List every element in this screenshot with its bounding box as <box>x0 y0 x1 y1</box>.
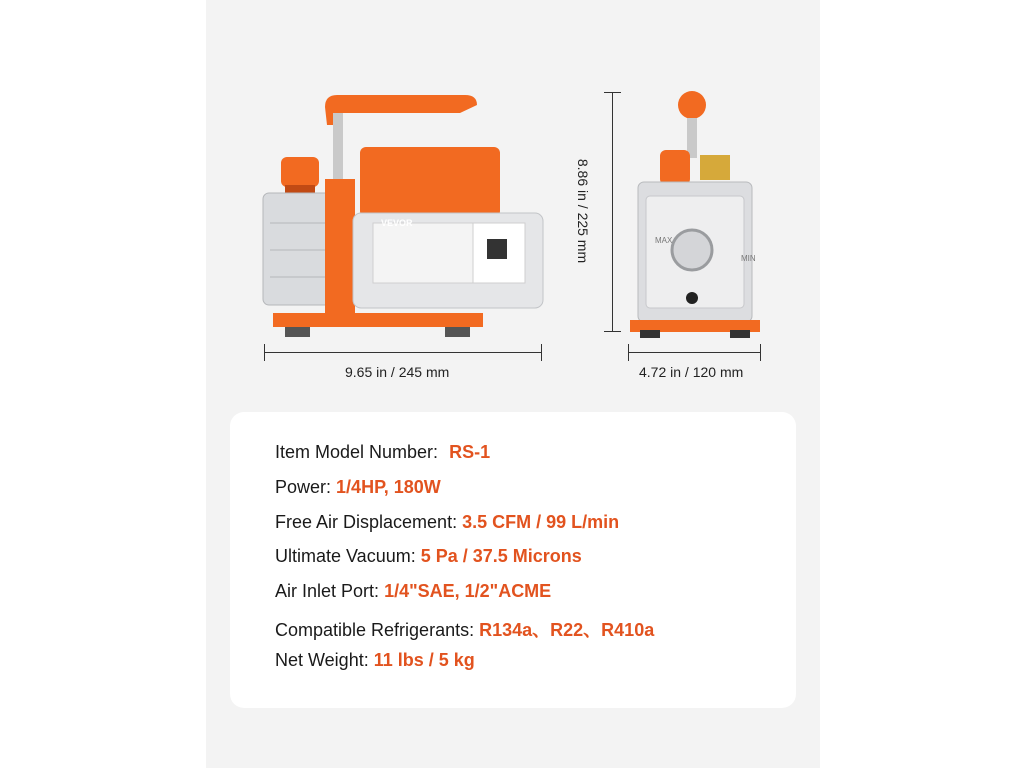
width-dimension-label: 9.65 in / 245 mm <box>345 364 450 380</box>
pump-side-view-image <box>630 90 760 340</box>
spec-row-power <box>275 477 441 498</box>
height-dimension-cap-top <box>604 92 621 93</box>
depth-dimension-cap-right <box>760 344 761 361</box>
pump-front-view-image <box>255 85 555 345</box>
spec-label: Free Air Displacement: <box>275 512 458 532</box>
spec-value: R134a、R22、R410a <box>479 620 655 640</box>
spec-label: Air Inlet Port: <box>275 581 380 601</box>
height-dimension-cap-bottom <box>604 331 621 332</box>
max-text: MAX <box>655 236 673 245</box>
width-dimension-cap-left <box>264 344 265 361</box>
spec-row-refrigerants <box>275 616 654 642</box>
width-dimension-line <box>264 352 542 353</box>
depth-dimension-cap-left <box>628 344 629 361</box>
spec-row-weight <box>275 650 475 671</box>
spec-row-vacuum <box>275 546 582 567</box>
depth-dimension-line <box>628 352 761 353</box>
spec-row-displacement <box>275 512 619 533</box>
specifications-card <box>230 412 796 708</box>
brand-text: VEVOR <box>381 218 413 228</box>
spec-row-model <box>275 442 490 463</box>
spec-value: 5 Pa / 37.5 Microns <box>420 546 582 566</box>
width-dimension-cap-right <box>541 344 542 361</box>
spec-label: Item Model Number: <box>275 442 439 462</box>
height-dimension-label: 8.86 in / 225 mm <box>575 158 592 264</box>
spec-value: 11 lbs / 5 kg <box>373 650 475 670</box>
spec-label: Power: <box>275 477 332 497</box>
spec-value: 1/4"SAE, 1/2"ACME <box>384 581 552 601</box>
spec-value: RS-1 <box>449 442 491 462</box>
depth-dimension-label: 4.72 in / 120 mm <box>639 364 744 380</box>
spec-label: Compatible Refrigerants: <box>275 620 475 640</box>
spec-row-inlet <box>275 581 551 602</box>
spec-value: 3.5 CFM / 99 L/min <box>462 512 620 532</box>
spec-label: Ultimate Vacuum: <box>275 546 416 566</box>
min-text: MIN <box>741 254 756 263</box>
spec-value: 1/4HP, 180W <box>336 477 441 497</box>
height-dimension-line <box>612 92 613 332</box>
spec-label: Net Weight: <box>275 650 369 670</box>
